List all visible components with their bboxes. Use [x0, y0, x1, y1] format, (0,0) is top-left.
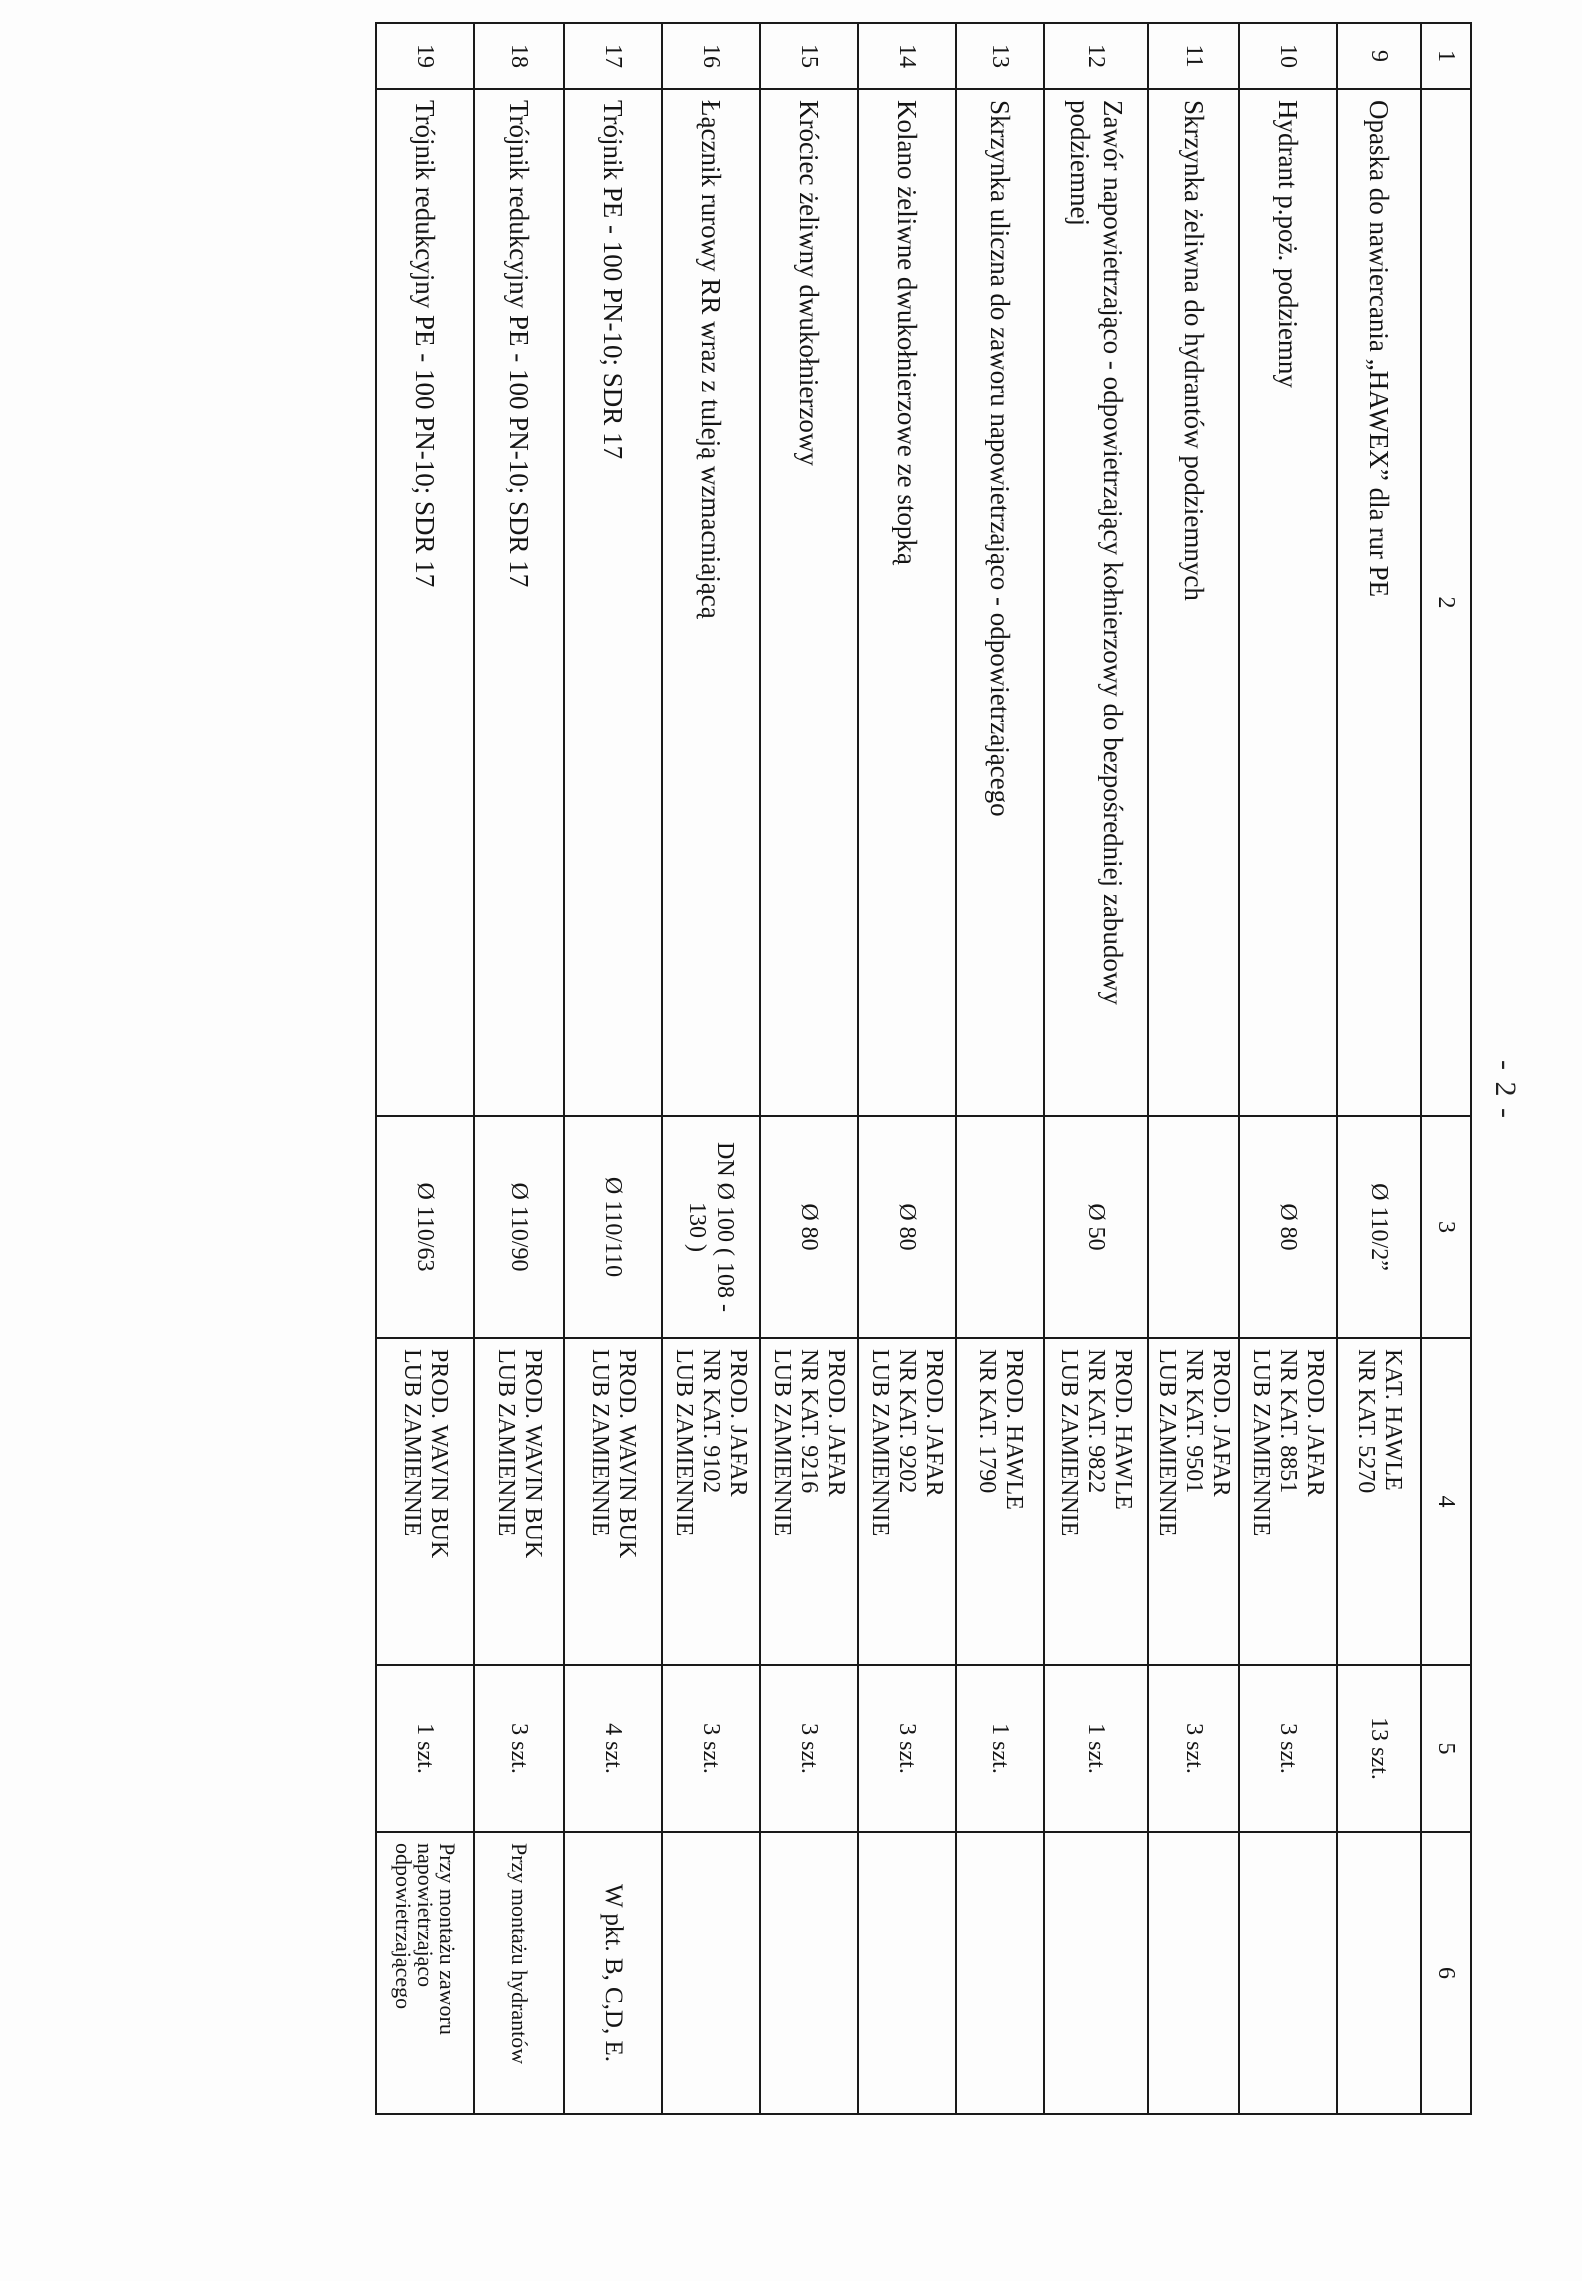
catalog-line: LUB ZAMIENNIE: [1248, 1349, 1275, 1537]
item-dimension: Ø 80: [858, 1116, 956, 1338]
table-row: [1239, 23, 1337, 2114]
item-name: Skrzynka uliczna do zaworu napowietrzająco - odpowietrzającego: [956, 89, 1044, 1116]
table-row: [956, 23, 1044, 2114]
catalog-info: [376, 1338, 474, 1665]
catalog-line: NR KAT. 9216: [796, 1349, 823, 1494]
header-col-2: 2: [1421, 89, 1471, 1116]
row-number: 10: [1239, 23, 1337, 89]
table-row: [1337, 23, 1421, 2114]
catalog-line: LUB ZAMIENNIE: [867, 1349, 894, 1537]
item-dimension: Ø 110/90: [474, 1116, 564, 1338]
row-number: 19: [376, 23, 474, 89]
catalog-line: LUB ZAMIENNIE: [671, 1349, 698, 1537]
item-dimension: Ø 110/2”: [1337, 1116, 1421, 1338]
item-name: Trójnik redukcyjny PE - 100 PN-10; SDR 17: [474, 89, 564, 1116]
item-name: Zawór napowietrzająco - odpowietrzający kołnierzowy do bezpośredniej zabudowy podziemnej: [1044, 89, 1148, 1116]
catalog-line: LUB ZAMIENNIE: [1154, 1349, 1180, 1537]
item-dimension: Ø 110/63: [376, 1116, 474, 1338]
item-note: [1337, 1832, 1421, 2114]
catalog-line: LUB ZAMIENNIE: [399, 1349, 425, 1537]
item-quantity: 1 szt.: [1044, 1665, 1148, 1832]
item-name: Skrzynka żeliwna do hydrantów podziemnych: [1148, 89, 1239, 1116]
item-quantity: 1 szt.: [376, 1665, 474, 1832]
catalog-line: PROD. JAFAR: [921, 1349, 948, 1497]
catalog-info: [1337, 1338, 1421, 1665]
header-col-1: 1: [1421, 23, 1471, 89]
item-note: [1044, 1832, 1148, 2114]
item-dimension: DN Ø 100 ( 108 - 130 ): [662, 1116, 760, 1338]
row-number: 14: [858, 23, 956, 89]
item-name: Króciec żeliwny dwukołnierzowy: [760, 89, 858, 1116]
item-quantity: 3 szt.: [1239, 1665, 1337, 1832]
catalog-line: PROD. JAFAR: [1208, 1349, 1234, 1497]
item-dimension: [956, 1116, 1044, 1338]
item-dimension: Ø 50: [1044, 1116, 1148, 1338]
catalog-line: PROD. WAVIN BUK: [614, 1349, 640, 1559]
row-number: 12: [1044, 23, 1148, 89]
catalog-line: PROD. JAFAR: [1302, 1349, 1329, 1497]
item-quantity: 3 szt.: [474, 1665, 564, 1832]
table-row: [760, 23, 858, 2114]
catalog-line: LUB ZAMIENNIE: [493, 1349, 519, 1537]
item-note: [760, 1832, 858, 2114]
table-row: [1148, 23, 1239, 2114]
row-number: 15: [760, 23, 858, 89]
table-row: [376, 23, 474, 2114]
item-name: Hydrant p.poż. podziemny: [1239, 89, 1337, 1116]
item-note: [858, 1832, 956, 2114]
row-number: 18: [474, 23, 564, 89]
catalog-line: NR KAT. 9102: [698, 1349, 725, 1494]
header-col-6: 6: [1421, 1832, 1471, 2114]
catalog-line: PROD. HAWLE: [1110, 1349, 1137, 1510]
catalog-info: [858, 1338, 956, 1665]
header-col-3: 3: [1421, 1116, 1471, 1338]
table-row: [858, 23, 956, 2114]
catalog-info: [1044, 1338, 1148, 1665]
catalog-info: [1239, 1338, 1337, 1665]
item-quantity: 3 szt.: [858, 1665, 956, 1832]
catalog-info: [1148, 1338, 1239, 1665]
page-number: - 2 -: [1489, 1060, 1522, 1120]
header-col-5: 5: [1421, 1665, 1471, 1832]
item-note: [1148, 1832, 1239, 2114]
item-quantity: 4 szt.: [564, 1665, 662, 1832]
catalog-line: NR KAT. 1790: [974, 1349, 1000, 1494]
table-row: [1044, 23, 1148, 2114]
item-quantity: 3 szt.: [662, 1665, 760, 1832]
catalog-info: [760, 1338, 858, 1665]
catalog-info: [564, 1338, 662, 1665]
item-dimension: [1148, 1116, 1239, 1338]
row-number: 17: [564, 23, 662, 89]
materials-table: [375, 22, 1472, 2115]
item-name: Kolano żeliwne dwukołnierzowe ze stopką: [858, 89, 956, 1116]
row-number: 9: [1337, 23, 1421, 89]
catalog-line: PROD. JAFAR: [823, 1349, 850, 1497]
item-quantity: 3 szt.: [1148, 1665, 1239, 1832]
catalog-info: [662, 1338, 760, 1665]
catalog-line: LUB ZAMIENNIE: [769, 1349, 796, 1537]
catalog-line: PROD. WAVIN BUK: [520, 1349, 546, 1559]
item-note: [1239, 1832, 1337, 2114]
row-number: 11: [1148, 23, 1239, 89]
catalog-line: NR KAT. 9202: [894, 1349, 921, 1494]
row-number: 13: [956, 23, 1044, 89]
item-quantity: 13 szt.: [1337, 1665, 1421, 1832]
catalog-line: LUB ZAMIENNIE: [1056, 1349, 1083, 1537]
item-dimension: Ø 80: [1239, 1116, 1337, 1338]
table-row: [474, 23, 564, 2114]
item-quantity: 1 szt.: [956, 1665, 1044, 1832]
catalog-line: KAT. HAWLE: [1380, 1349, 1406, 1491]
item-name: Opaska do nawiercania „HAWEX” dla rur PE: [1337, 89, 1421, 1116]
header-col-4: 4: [1421, 1338, 1471, 1665]
row-number: 16: [662, 23, 760, 89]
item-note: W pkt. B, C,D, E.: [564, 1832, 662, 2114]
item-note: Przy montażu zaworu napowietrzająco odpowietrzającego: [376, 1832, 474, 2114]
item-quantity: 3 szt.: [760, 1665, 858, 1832]
catalog-line: NR KAT. 5270: [1353, 1349, 1379, 1494]
item-note: Przy montażu hydrantów: [474, 1832, 564, 2114]
header-row: [1421, 23, 1471, 2114]
catalog-line: NR KAT. 9501: [1181, 1349, 1207, 1494]
catalog-line: PROD. HAWLE: [1001, 1349, 1027, 1510]
item-name: Trójnik redukcyjny PE - 100 PN-10; SDR 17: [376, 89, 474, 1116]
item-dimension: Ø 110/110: [564, 1116, 662, 1338]
catalog-line: LUB ZAMIENNIE: [587, 1349, 613, 1537]
item-name: Trójnik PE - 100 PN-10; SDR 17: [564, 89, 662, 1116]
table-row: [662, 23, 760, 2114]
catalog-info: [956, 1338, 1044, 1665]
item-note: [956, 1832, 1044, 2114]
catalog-line: PROD. WAVIN BUK: [426, 1349, 452, 1559]
catalog-line: NR KAT. 9822: [1083, 1349, 1110, 1494]
table-row: [564, 23, 662, 2114]
catalog-line: NR KAT. 8851: [1275, 1349, 1302, 1494]
catalog-info: [474, 1338, 564, 1665]
item-dimension: Ø 80: [760, 1116, 858, 1338]
item-name: Łącznik rurowy RR wraz z tuleją wzmacniającą: [662, 89, 760, 1116]
item-note: [662, 1832, 760, 2114]
catalog-line: PROD. JAFAR: [725, 1349, 752, 1497]
